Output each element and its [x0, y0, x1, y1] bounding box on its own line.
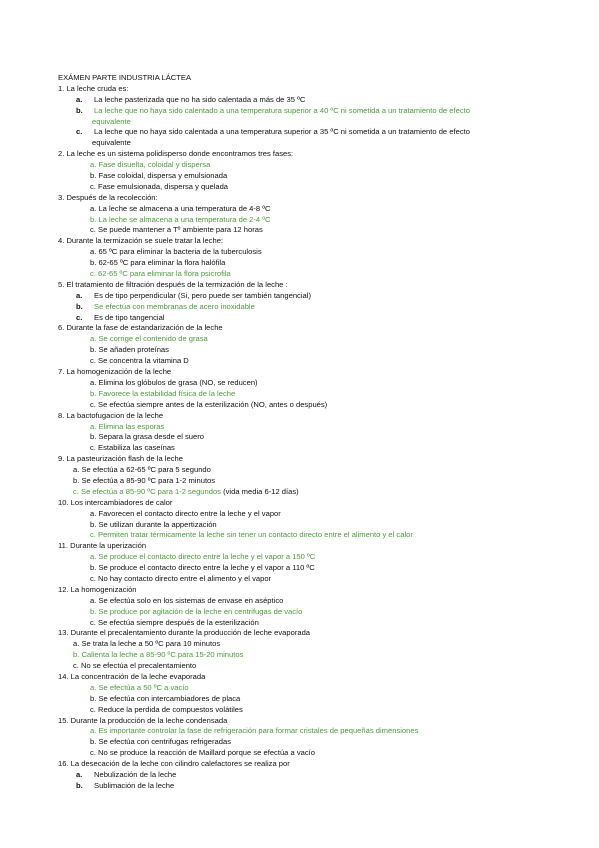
question-stem: 4. Durante la termización se suele tratar la leche: — [58, 236, 224, 246]
answer-option — [58, 705, 588, 716]
question-stem: 16. La desecación de la leche con cilindro calefactores se realiza por — [58, 759, 290, 769]
option-text: c. Se puede mantener a Tº ambiente para 12 horas — [90, 225, 263, 235]
option-text: c. Se concentra la vitamina D — [90, 356, 189, 366]
question-stem: 6. Durante la fase de estandarización de la leche — [58, 323, 223, 333]
answer-option — [58, 269, 588, 280]
question-stem: 3. Después de la recolección: — [58, 192, 158, 202]
option-letter: a. — [76, 94, 83, 104]
option-letter: c. — [76, 312, 83, 322]
question-stem: 2. La leche es un sistema polidisperso donde encontramos tres fases: — [58, 149, 294, 159]
answer-option — [58, 215, 588, 226]
answer-option — [58, 574, 588, 585]
answer-option — [58, 400, 588, 411]
question-stem: 7. La homogenización de la leche — [58, 367, 172, 377]
question-list — [58, 84, 588, 792]
question-stem: 11. Durante la uperización — [58, 541, 147, 551]
option-text: a. Se efectúa a 62-65 ºC para 5 segundo — [73, 465, 211, 475]
option-text: a. Elimina los glóbulos de grasa (NO, se reducen) — [90, 377, 258, 387]
answer-option — [58, 487, 588, 498]
answer-option — [58, 596, 588, 607]
option-text: a. Fase disuelta, coloidal y dispersa — [90, 160, 211, 170]
answer-option — [58, 291, 588, 302]
question-stem: 15. Durante la producción de la leche condensada — [58, 715, 228, 725]
option-text: a. 65 ºC para eliminar la bacteria de la tuberculosis — [90, 247, 262, 257]
answer-option — [58, 225, 588, 236]
option-note: (vida media 6-12 días) — [221, 486, 299, 496]
question-stem: 9. La pasteurización flash de la leche — [58, 454, 183, 464]
answer-option — [58, 748, 588, 759]
option-text: a. Se efectúa a 50 ºC a vacío — [90, 682, 189, 692]
question-stem: 8. La bactofugacion de la leche — [58, 410, 164, 420]
option-text: b. Se produce el contacto directo entre la leche y el vapor a 110 ºC — [90, 563, 315, 573]
answer-option — [58, 106, 588, 117]
answer-option — [58, 563, 588, 574]
option-text: b. Fase coloidal, dispersa y emulsionada — [90, 171, 228, 181]
option-text: c. Fase emulsionada, dispersa y quelada — [90, 181, 229, 191]
option-text: c. Se efectúa siempre después de la esterilización — [90, 617, 259, 627]
question-stem: 5. El tratamiento de filtración después de la termización de la leche : — [58, 279, 288, 289]
exam-document — [58, 73, 588, 792]
question-stem: 10. Los intercambiadores de calor — [58, 497, 173, 507]
answer-option — [58, 334, 588, 345]
option-text: c. 62-65 ºC para eliminar la flora psicrofila — [90, 269, 231, 279]
option-text: b. 62-65 ºC para eliminar la flora halófila — [90, 258, 226, 268]
option-text: a. Es importante controlar la fase de refrigeración para formar cristales de pequeñas dimensiones — [90, 726, 419, 736]
answer-option — [58, 476, 588, 487]
option-text: a. La leche se almacena a una temperatura de 4-8 ºC — [90, 203, 271, 213]
answer-option — [58, 345, 588, 356]
answer-option — [58, 258, 588, 269]
answer-option — [58, 171, 588, 182]
option-text: c. Se efectúa a 85-90 ºC para 1-2 segundos — [73, 486, 221, 496]
option-text: c. No hay contacto directo entre el alimento y el vapor — [90, 573, 272, 583]
answer-option — [58, 683, 588, 694]
answer-option — [58, 618, 588, 629]
answer-option — [58, 607, 588, 618]
option-text: b. La leche se almacena a una temperatura de 2-4 ºC — [90, 214, 271, 224]
answer-option — [58, 530, 588, 541]
answer-option — [58, 694, 588, 705]
option-text: c. Se efectúa siempre antes de la esterilización (NO, antes o después) — [90, 399, 328, 409]
option-text: b. Se efectúa con intercambiadores de placa — [90, 693, 241, 703]
answer-option — [58, 639, 588, 650]
answer-option — [58, 781, 588, 792]
option-text: a. Se trata la leche a 50 ºC para 10 minutos — [73, 639, 221, 649]
option-text: a. Se corrige el contenido de grasa — [90, 334, 208, 344]
answer-option — [58, 422, 588, 433]
option-text: La leche que no haya sido calentada a una temperatura superior a 35 ºC ni sometida a un tratamiento de efecto — [94, 127, 470, 137]
option-text: Es de tipo tangencial — [94, 312, 165, 322]
option-text: a. Elimina las esporas — [90, 421, 165, 431]
option-text: c. No se produce la reacción de Maillard porque se efectúa a vacío — [90, 748, 315, 758]
option-letter: a. — [76, 770, 83, 779]
answer-option — [58, 127, 588, 138]
option-text: a. Favorecen el contacto directo entre la leche y el vapor — [90, 508, 281, 518]
answer-option — [58, 247, 588, 258]
option-text: b. Se efectúa a 85-90 ºC para 1-2 minutos — [73, 475, 216, 485]
answer-option — [58, 443, 588, 454]
answer-option — [58, 432, 588, 443]
question-stem: 1. La leche cruda es: — [58, 83, 129, 93]
answer-option — [58, 95, 588, 106]
question-stem: 14. La concentración de la leche evaporada — [58, 671, 206, 681]
option-text: c. Estabiliza las caseínas — [90, 443, 175, 453]
option-text: b. Se utilizan durante la appertización — [90, 519, 217, 529]
answer-option — [58, 465, 588, 476]
option-letter: c. — [76, 127, 83, 137]
answer-option — [58, 302, 588, 313]
question-stem: 13. Durante el precalentamiento durante la producción de leche evaporada — [58, 628, 311, 638]
option-text: b. Se añaden proteínas — [90, 345, 169, 355]
option-text: a. Se efectúa solo en los sistemas de envase en aséptico — [90, 595, 284, 605]
answer-option — [58, 313, 588, 324]
option-text: Nebulización de la leche — [94, 770, 177, 779]
answer-option — [58, 552, 588, 563]
answer-option — [58, 650, 588, 661]
option-text-continued: equivalente — [92, 138, 131, 148]
answer-option — [58, 509, 588, 520]
option-text: c. Permiten tratar térmicamente la leche sin tener un contacto directo entre el alimento y el calor — [90, 530, 413, 540]
option-text: b. Favorece la estabilidad física de la leche — [90, 388, 236, 398]
answer-option — [58, 737, 588, 748]
answer-option — [58, 389, 588, 400]
option-text: Sublimación de la leche — [94, 780, 175, 790]
option-text: Es de tipo perpendicular (Si, pero puede ser también tangencial) — [94, 290, 311, 300]
option-text: c. Reduce la perdida de compuestos volátiles — [90, 704, 243, 714]
answer-option — [58, 661, 588, 672]
answer-option — [58, 160, 588, 171]
option-letter: b. — [76, 105, 83, 115]
option-text: b. Se produce por agitación de la leche en centrifugas de vacío — [90, 606, 303, 616]
question-stem: 12. La homogenización — [58, 584, 137, 594]
answer-option — [58, 378, 588, 389]
answer-option — [58, 726, 588, 737]
answer-option — [58, 204, 588, 215]
option-text-continued: equivalente — [92, 116, 131, 126]
answer-option — [58, 356, 588, 367]
option-letter: b. — [76, 780, 83, 790]
option-text: c. No se efectúa el precalentamiento — [73, 661, 197, 671]
answer-option — [58, 520, 588, 531]
answer-option — [58, 770, 588, 781]
option-letter: a. — [76, 290, 83, 300]
option-text: b. Calienta la leche a 85-90 ºC para 15-20 minutos — [73, 650, 244, 660]
option-text: a. Se produce el contacto directo entre la leche y el vapor a 150 ºC — [90, 552, 316, 562]
document-title: EXÁMEN PARTE INDUSTRIA LÁCTEA — [58, 73, 192, 82]
option-text: La leche que no haya sido calentado a una temperatura superior a 40 ºC ni sometida a un tratamiento de efecto — [94, 105, 470, 115]
option-letter: b. — [76, 301, 83, 311]
option-text: b. Se efectúa con centrifugas refrigeradas — [90, 737, 231, 747]
option-text: Se efectúa con membranas de acero inoxidable — [94, 301, 255, 311]
option-text: La leche pasterizada que no ha sido calentada a más de 35 ºC — [94, 94, 306, 104]
option-text: b. Separa la grasa desde el suero — [90, 432, 204, 442]
answer-option — [58, 182, 588, 193]
